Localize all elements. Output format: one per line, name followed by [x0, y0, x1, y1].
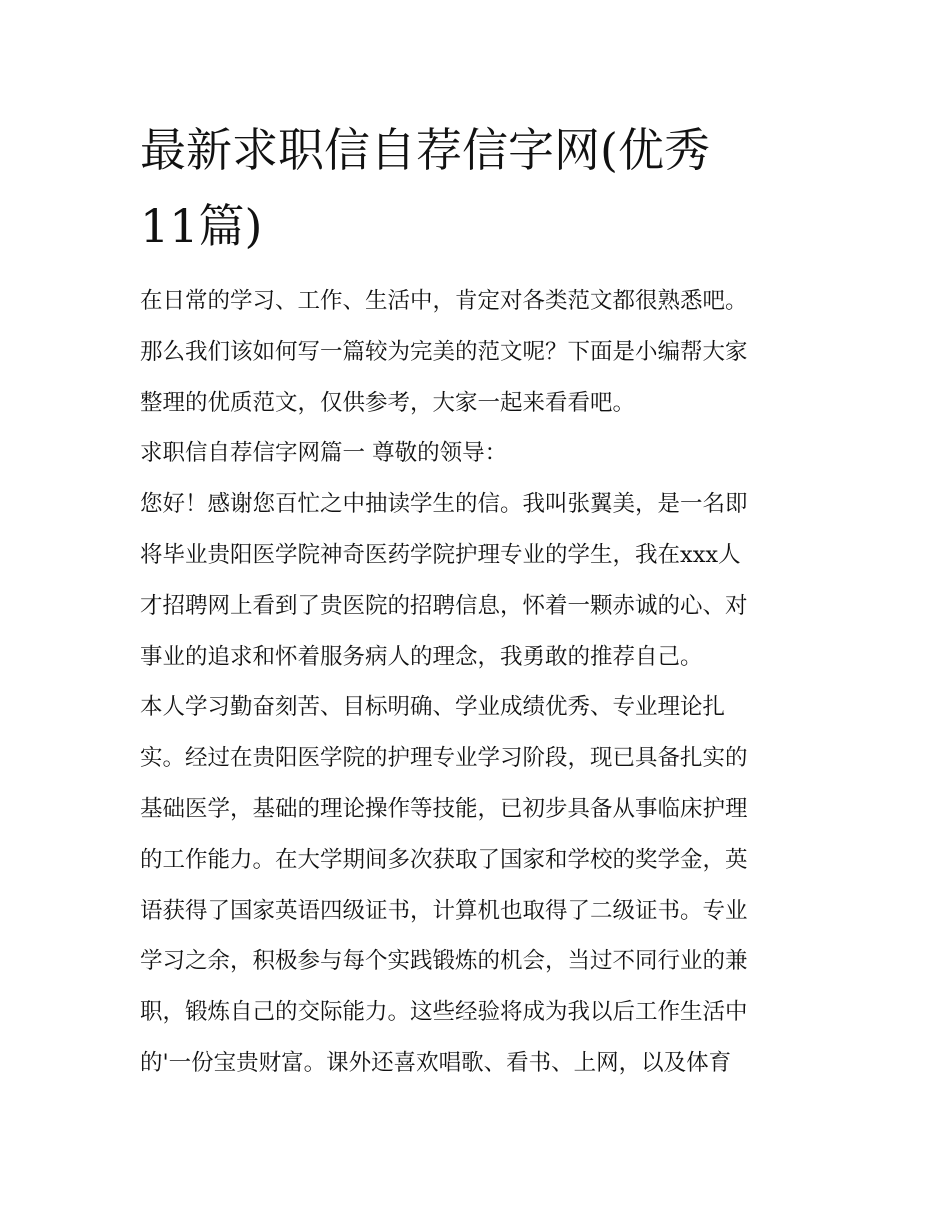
text-line: 职，锻炼自己的交际能力。这些经验将成为我以后工作生活中 [140, 999, 748, 1026]
text-line: 您好！感谢您百忙之中抽读学生的信。我叫张翼美，是一名即 [140, 491, 748, 518]
text-line: 那么我们该如何写一篇较为完美的范文呢？下面是小编帮大家 [140, 338, 748, 365]
text-line: 语获得了国家英语四级证书，计算机也取得了二级证书。专业 [140, 897, 748, 924]
text-line: 基础医学，基础的理论操作等技能，已初步具备从事临床护理 [140, 795, 748, 822]
text-line: 事业的追求和怀着服务病人的理念，我勇敢的推荐自己。 [140, 643, 703, 670]
title-line: 11篇) [140, 199, 263, 253]
text-line: 在日常的学习、工作、生活中，肯定对各类范文都很熟悉吧。 [140, 288, 748, 314]
letter-paragraph-self-intro [140, 682, 820, 1088]
text-line: 将毕业贵阳医学院神奇医药学院护理专业的学生，我在xxx人 [140, 541, 741, 568]
title-line: 最新求职信自荐信字网(优秀 [140, 123, 710, 177]
letter-paragraph-greeting [140, 479, 820, 682]
document-title [140, 112, 820, 264]
text-line: 才招聘网上看到了贵医院的招聘信息，怀着一颗赤诚的心、对 [140, 592, 748, 619]
text-line: 求职信自荐信字网篇一 尊敬的领导： [140, 440, 508, 467]
document-body [140, 276, 820, 1089]
text-line: 的'一份宝贵财富。课外还喜欢唱歌、看书、上网，以及体育 [140, 1049, 732, 1076]
text-line: 实。经过在贵阳医学院的护理专业学习阶段，现已具备扎实的 [140, 745, 748, 772]
text-line: 学习之余，积极参与每个实践锻炼的机会，当过不同行业的兼 [140, 948, 748, 975]
text-line: 本人学习勤奋刻苦、目标明确、学业成绩优秀、专业理论扎 [140, 694, 726, 721]
letter-heading [140, 428, 820, 479]
intro-paragraph [140, 276, 820, 428]
text-line: 的工作能力。在大学期间多次获取了国家和学校的奖学金，英 [140, 846, 748, 873]
text-line: 整理的优质范文，仅供参考，大家一起来看看吧。 [140, 389, 636, 416]
